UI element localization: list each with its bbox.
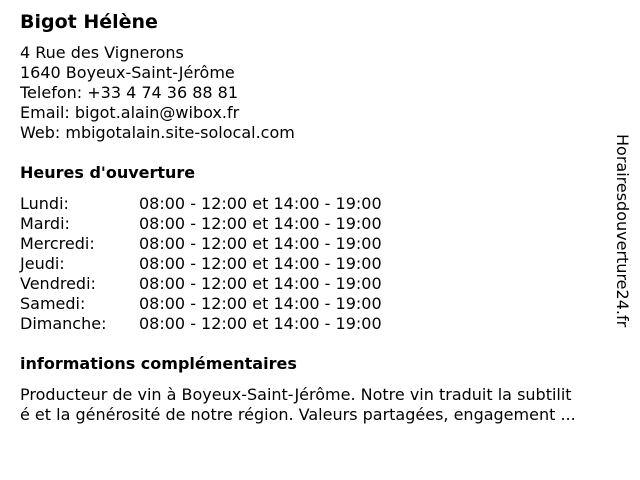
time-range: 08:00 - 12:00 et 14:00 - 19:00 [139,254,382,273]
day-label: Samedi: [20,294,86,313]
day-label: Mardi: [20,214,70,233]
hours-row-sunday [20,314,440,334]
day-label: Mercredi: [20,234,95,253]
address-line-street: 4 Rue des Vignerons [20,43,184,62]
business-description [20,357,630,425]
hours-row-saturday [20,294,440,314]
hours-row-friday [20,274,440,294]
website: Web: mbigotalain.site-solocal.com [20,123,295,142]
hours-row-tuesday [20,214,440,234]
hours-row-wednesday [20,234,440,254]
day-label: Lundi: [20,194,69,213]
time-range: 08:00 - 12:00 et 14:00 - 19:00 [139,294,382,313]
phone-number: Telefon: +33 4 74 36 88 81 [20,83,239,102]
email-address: Email: bigot.alain@wibox.fr [20,103,240,122]
hours-row-monday [20,194,440,214]
opening-hours-table [20,194,440,334]
time-range: 08:00 - 12:00 et 14:00 - 19:00 [139,314,382,333]
contact-block [20,43,295,143]
time-range: 08:00 - 12:00 et 14:00 - 19:00 [139,274,382,293]
brand-text: Horairesdouverture24.fr [613,134,632,328]
opening-hours-heading: Heures d'ouverture [20,163,196,182]
day-label: Jeudi: [20,254,65,273]
brand-watermark [612,134,632,374]
day-label: Dimanche: [20,314,107,333]
additional-info-heading: informations complémentaires [20,354,297,373]
time-range: 08:00 - 12:00 et 14:00 - 19:00 [139,214,382,233]
address-line-city: 1640 Boyeux-Saint-Jérôme [20,63,235,82]
description-line: Producteur de vin à Boyeux-Saint-Jérôme. Notre vin traduit la subtilit [20,385,572,404]
time-range: 08:00 - 12:00 et 14:00 - 19:00 [139,194,382,213]
hours-row-thursday [20,254,440,274]
description-line: é et la générosité de notre région. Valeurs partagées, engagement ... [20,405,576,424]
day-label: Vendredi: [20,274,96,293]
time-range: 08:00 - 12:00 et 14:00 - 19:00 [139,234,382,253]
business-name: Bigot Hélène [20,11,158,33]
